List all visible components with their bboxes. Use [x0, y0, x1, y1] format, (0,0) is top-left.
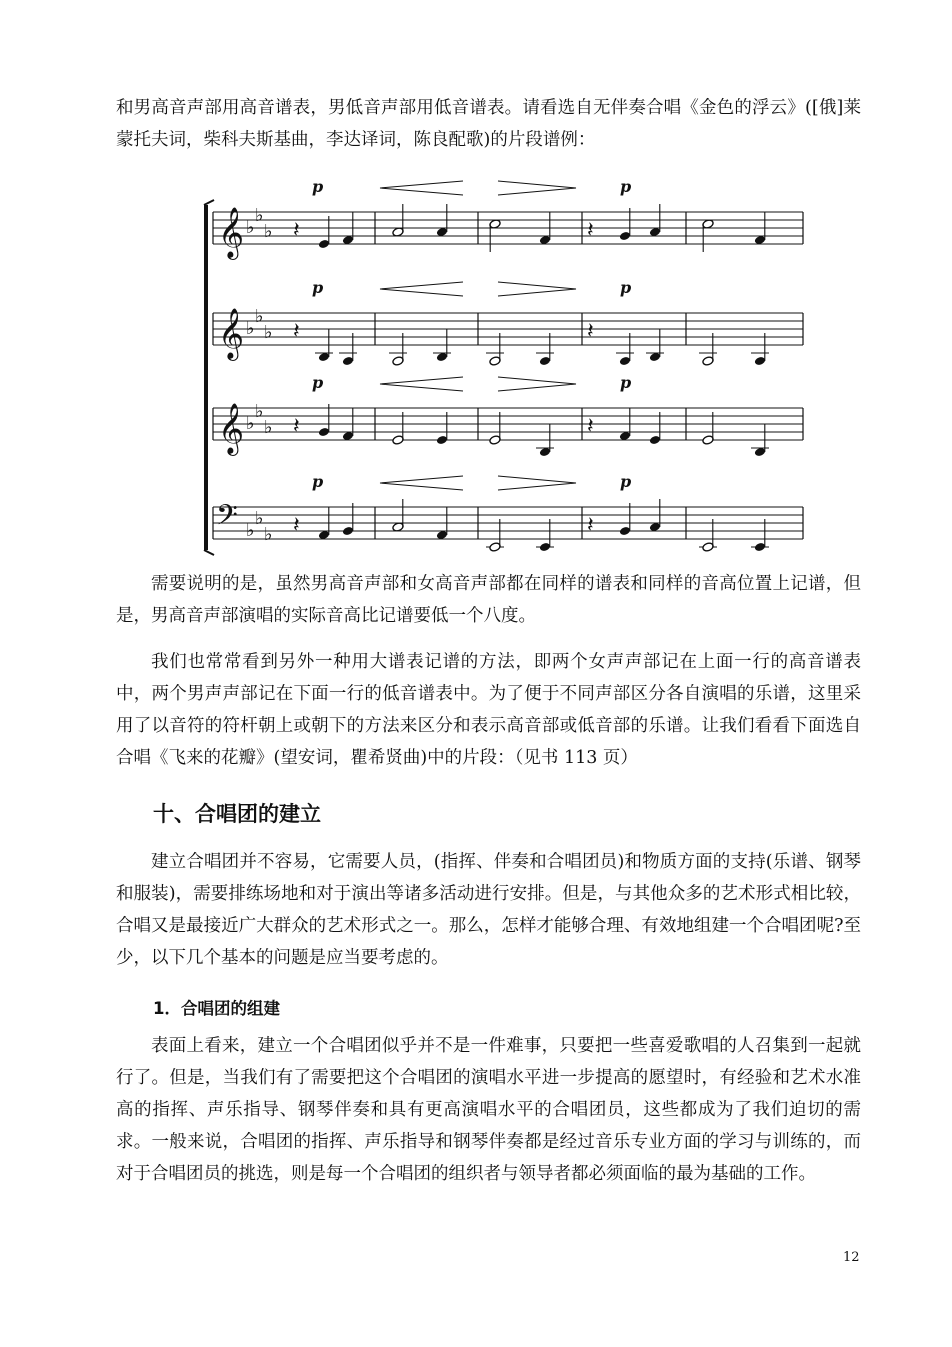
- flat-sign: ♭: [246, 520, 255, 541]
- bass-clef: 𝄢: [216, 499, 238, 539]
- crescendo-hairpin: [380, 476, 463, 490]
- decrescendo-hairpin: [498, 476, 576, 490]
- decrescendo-hairpin: [498, 181, 576, 195]
- paragraph-1: 需要说明的是，虽然男高音声部和女高音声部都在同样的谱表和同样的音高位置上记谱，但是，男高音声部演唱的实际音高比记谱要低一个八度。: [116, 574, 861, 626]
- decrescendo-hairpin: [498, 377, 576, 391]
- flat-sign: ♭: [255, 205, 264, 226]
- flat-sign: ♭: [255, 401, 264, 422]
- intro-paragraph: 和男高音声部用高音谱表，男低音声部用低音谱表。请看选自无伴奏合唱《金色的浮云》([俄]莱蒙托夫词，柴科夫斯基曲，李达译词，陈良配歌)的片段谱例：: [116, 98, 861, 150]
- crescendo-hairpin: [380, 181, 463, 195]
- flat-sign: ♭: [255, 508, 264, 529]
- dynamic-mark: p: [620, 373, 632, 392]
- treble-clef: 𝄞: [218, 207, 245, 258]
- paragraph-3: 建立合唱团并不容易，它需要人员，(指挥、伴奏和合唱团员)和物质方面的支持(乐谱、钢琴和服装)，需要排练场地和对于演出等诸多活动进行安排。但是，与其他众多的艺术形式相比较，合唱又是最接近广大群众的艺术形式之一。那么，怎样才能够合理、有效地组建一个合唱团呢?至少，以下几个基本的问题是应当要考虑的。: [116, 852, 861, 968]
- bracket-bottom: [204, 550, 214, 555]
- sub-heading: 1．合唱团的组建: [153, 999, 280, 1018]
- treble-clef: 𝄞: [218, 403, 245, 454]
- flat-sign: ♭: [246, 318, 255, 339]
- bracket-top: [204, 200, 214, 205]
- quarter-rest: 𝄽: [587, 513, 594, 538]
- paragraph-2: 我们也常常看到另外一种用大谱表记谱的方法，即两个女声声部记在上面一行的高音谱表中，两个男声声部记在下面一行的低音谱表中。为了便于不同声部区分各自演唱的乐谱，这里采用了以音符的符杆朝上或朝下的方法来区分和表示高音部或低音部的乐谱。让我们看看下面选自合唱《飞来的花瓣》(望安词，瞿希贤曲)中的片段：（见书 113 页）: [116, 652, 861, 768]
- quarter-rest: 𝄽: [293, 319, 300, 344]
- dynamic-mark: p: [312, 373, 324, 392]
- flat-sign: ♭: [264, 524, 273, 545]
- flat-sign: ♭: [246, 217, 255, 238]
- section-heading: 十、合唱团的建立: [153, 802, 321, 826]
- dynamic-mark: p: [312, 472, 324, 491]
- dynamic-mark: p: [620, 472, 632, 491]
- page-number: 12: [843, 1250, 860, 1265]
- quarter-rest: 𝄽: [587, 218, 594, 243]
- dynamic-mark: p: [312, 177, 324, 196]
- crescendo-hairpin: [380, 282, 463, 296]
- dynamic-mark: p: [620, 177, 632, 196]
- system-bracket: [204, 205, 208, 550]
- flat-sign: ♭: [264, 322, 273, 343]
- decrescendo-hairpin: [498, 282, 576, 296]
- quarter-rest: 𝄽: [587, 414, 594, 439]
- quarter-rest: 𝄽: [293, 513, 300, 538]
- dynamic-mark: p: [312, 278, 324, 297]
- flat-sign: ♭: [264, 417, 273, 438]
- paragraph-4: 表面上看来，建立一个合唱团似乎并不是一件难事，只要把一些喜爱歌唱的人召集到一起就行了。但是，当我们有了需要把这个合唱团的演唱水平进一步提高的愿望时，有经验和艺术水准高的指挥、声乐指导、钢琴伴奏和具有更高演唱水平的合唱团员，这些都成为了我们迫切的需求。一般来说，合唱团的指挥、声乐指导和钢琴伴奏都是经过音乐专业方面的学习与训练的，而对于合唱团员的挑选，则是每一个合唱团的组织者与领导者都必须面临的最为基础的工作。: [116, 1036, 861, 1184]
- quarter-rest: 𝄽: [293, 414, 300, 439]
- flat-sign: ♭: [264, 221, 273, 242]
- quarter-rest: 𝄽: [587, 319, 594, 344]
- flat-sign: ♭: [255, 306, 264, 327]
- crescendo-hairpin: [380, 377, 463, 391]
- quarter-rest: 𝄽: [293, 218, 300, 243]
- treble-clef: 𝄞: [218, 308, 245, 359]
- dynamic-mark: p: [620, 278, 632, 297]
- flat-sign: ♭: [246, 413, 255, 434]
